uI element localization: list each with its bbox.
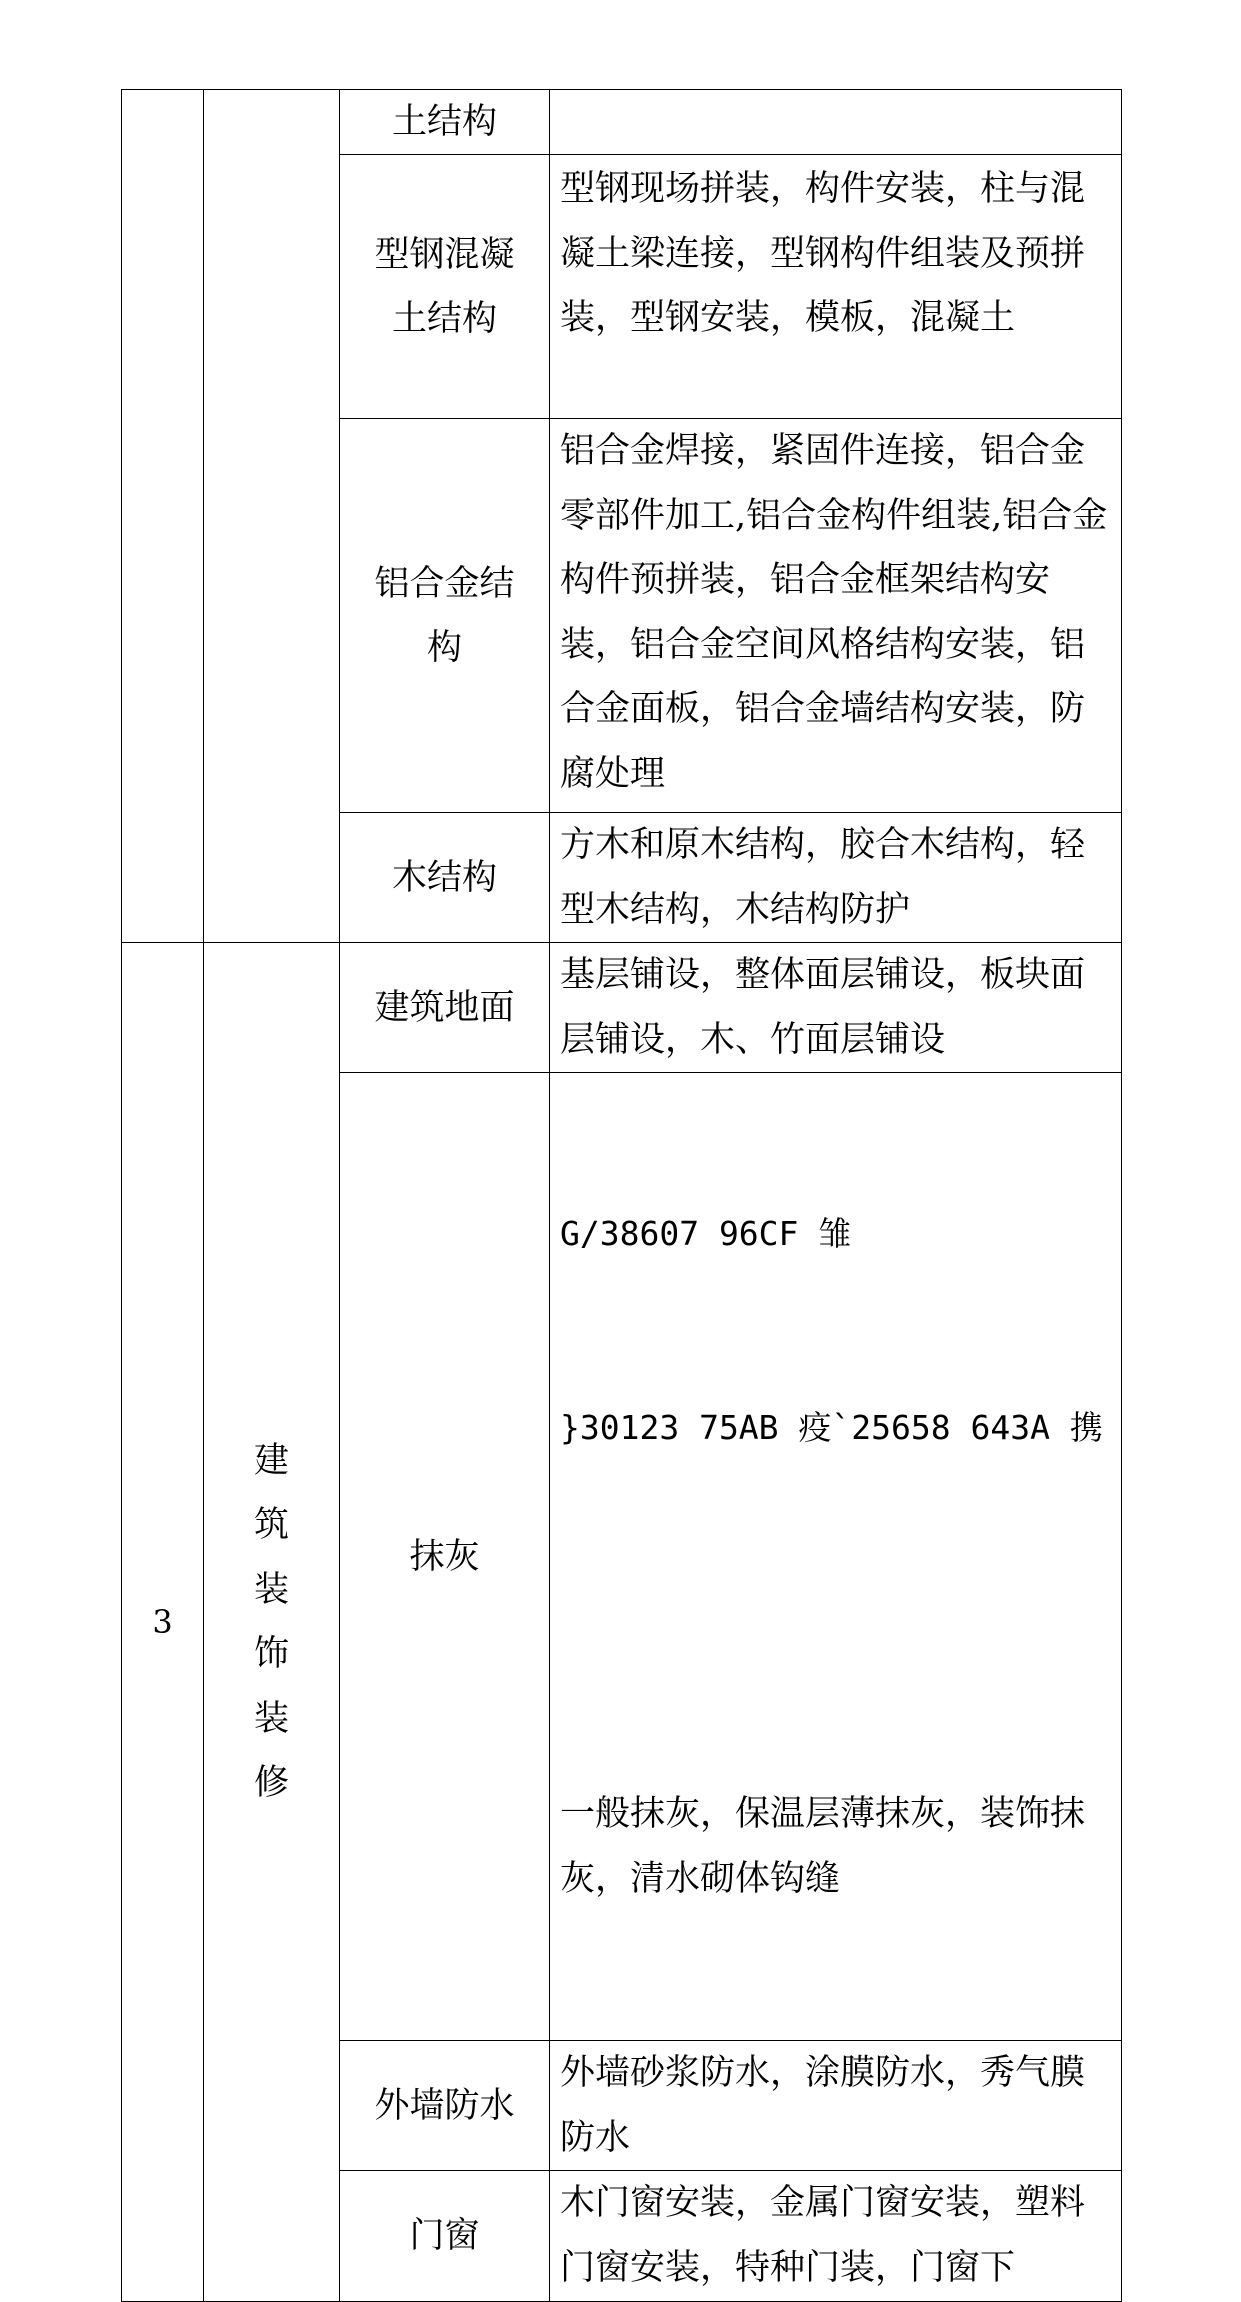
content-cell: 铝合金焊接，紧固件连接，铝合金零部件加工,铝合金构件组装,铝合金构件预拼装，铝合金框架结构安装，铝合金空间风格结构安装，铝合金面板，铝合金墙结构安装，防腐处理 (550, 419, 1122, 813)
subitem-cell: 门窗 (340, 2171, 550, 2302)
content-cell: 方木和原木结构，胶合木结构，轻型木结构，木结构防护 (550, 813, 1122, 943)
category-char: 修 (253, 1763, 289, 1803)
subitem-cell: 抹灰 (340, 1073, 550, 2041)
category-char: 装 (253, 1698, 289, 1739)
blank-line (560, 1589, 1121, 1653)
subitem-cell: 建筑地面 (340, 943, 550, 1073)
content-cell (550, 90, 1122, 155)
number-cell-empty (122, 90, 204, 943)
subitem-cell: 外墙防水 (340, 2041, 550, 2171)
subitem-cell: 土结构 (340, 90, 550, 155)
garbled-text-line: G/38607 96CF 雏 (560, 1214, 852, 1253)
section-number: 3 (122, 943, 204, 2302)
subitem-cell: 铝合金结 构 (340, 419, 550, 813)
subitem-cell: 型钢混凝 土结构 (340, 155, 550, 419)
content-cell: 型钢现场拼装，构件安装，柱与混凝土梁连接，型钢构件组装及预拼装，型钢安装，模板，混凝土 (550, 155, 1122, 419)
category-char: 装 (253, 1569, 289, 1610)
subitem-cell: 木结构 (340, 813, 550, 943)
category-char: 饰 (253, 1634, 289, 1674)
content-cell: 基层铺设，整体面层铺设，板块面层铺设，木、竹面层铺设 (550, 943, 1122, 1073)
garbled-text-line: }30123 75AB 疫`25658 643A 携 (560, 1407, 1103, 1447)
category-vertical-label (204, 943, 340, 2302)
content-cell: 外墙砂浆防水，涂膜防水，秀气膜防水 (550, 2041, 1122, 2171)
category-char: 筑 (253, 1505, 289, 1545)
content-text: 一般抹灰，保温层薄抹灰，装饰抹灰，清水砌体钩缝 (560, 1794, 1086, 1899)
content-cell (550, 1073, 1122, 2041)
content-cell: 木门窗安装，金属门窗安装，塑料门窗安装，特种门装，门窗下 (550, 2171, 1122, 2302)
construction-items-table (121, 89, 1122, 2302)
category-cell-empty (204, 90, 340, 943)
category-char: 建 (253, 1440, 289, 1481)
table-row (122, 943, 1122, 1073)
table-row (122, 90, 1122, 155)
